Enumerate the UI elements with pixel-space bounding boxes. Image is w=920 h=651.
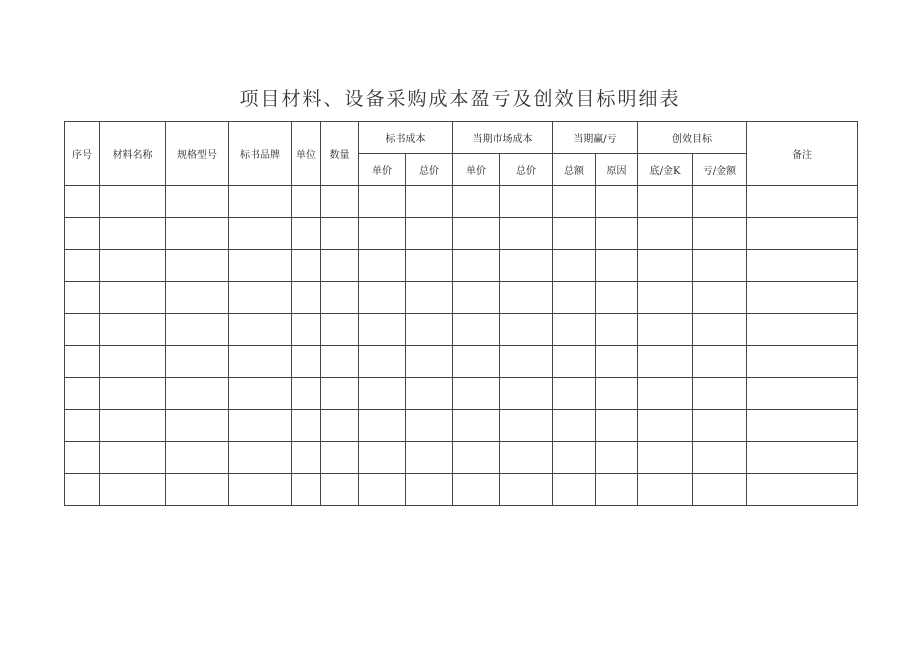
table-cell	[321, 474, 359, 506]
table-row	[65, 314, 858, 346]
header-material-name: 材料名称	[100, 122, 166, 186]
table-row	[65, 442, 858, 474]
table-cell	[596, 442, 638, 474]
table-cell	[500, 186, 553, 218]
cost-detail-table	[64, 121, 858, 506]
table-cell	[166, 378, 229, 410]
table-cell	[292, 186, 321, 218]
table-cell	[229, 346, 292, 378]
table-cell	[166, 474, 229, 506]
table-cell	[453, 474, 500, 506]
table-cell	[500, 442, 553, 474]
table-cell	[292, 282, 321, 314]
table-cell	[292, 442, 321, 474]
table-cell	[553, 218, 596, 250]
table-cell	[100, 250, 166, 282]
table-cell	[500, 346, 553, 378]
header-bid-cost: 标书成本	[359, 122, 453, 154]
table-cell	[65, 218, 100, 250]
table-cell	[596, 474, 638, 506]
table-cell	[638, 474, 693, 506]
table-cell	[65, 378, 100, 410]
table-cell	[321, 314, 359, 346]
table-cell	[359, 250, 406, 282]
table-cell	[166, 346, 229, 378]
table-cell	[500, 314, 553, 346]
table-cell	[693, 346, 747, 378]
table-cell	[406, 218, 453, 250]
table-cell	[553, 250, 596, 282]
table-cell	[292, 474, 321, 506]
table-cell	[100, 314, 166, 346]
table-cell	[453, 218, 500, 250]
table-cell	[406, 250, 453, 282]
table-row	[65, 218, 858, 250]
table-row	[65, 410, 858, 442]
table-cell	[747, 314, 858, 346]
table-cell	[359, 442, 406, 474]
table-cell	[100, 186, 166, 218]
header-spec-model: 规格型号	[166, 122, 229, 186]
subheader-bid-total-price: 总价	[406, 154, 453, 186]
table-cell	[693, 314, 747, 346]
table-cell	[359, 346, 406, 378]
table-cell	[638, 186, 693, 218]
table-cell	[321, 410, 359, 442]
table-cell	[321, 218, 359, 250]
header-quantity: 数量	[321, 122, 359, 186]
table-cell	[747, 474, 858, 506]
table-cell	[453, 346, 500, 378]
table-cell	[321, 346, 359, 378]
table-cell	[638, 346, 693, 378]
table-cell	[453, 186, 500, 218]
table-cell	[747, 346, 858, 378]
table-row	[65, 186, 858, 218]
header-value-target: 创效目标	[638, 122, 747, 154]
table-cell	[453, 250, 500, 282]
header-bid-brand: 标书品牌	[229, 122, 292, 186]
table-cell	[453, 314, 500, 346]
table-cell	[693, 410, 747, 442]
table-cell	[65, 474, 100, 506]
table-cell	[406, 314, 453, 346]
table-cell	[500, 410, 553, 442]
table-cell	[229, 314, 292, 346]
table-cell	[693, 282, 747, 314]
table-cell	[500, 282, 553, 314]
table-cell	[553, 346, 596, 378]
table-cell	[638, 314, 693, 346]
table-cell	[500, 218, 553, 250]
table-cell	[453, 282, 500, 314]
table-cell	[100, 410, 166, 442]
table-cell	[453, 442, 500, 474]
table-cell	[65, 442, 100, 474]
header-unit: 单位	[292, 122, 321, 186]
table-cell	[747, 186, 858, 218]
table-row	[65, 282, 858, 314]
table-cell	[292, 346, 321, 378]
table-cell	[321, 250, 359, 282]
table-cell	[553, 378, 596, 410]
table-cell	[100, 474, 166, 506]
table-cell	[359, 314, 406, 346]
table-cell	[292, 218, 321, 250]
table-cell	[747, 442, 858, 474]
subheader-market-total-price: 总价	[500, 154, 553, 186]
table-row	[65, 474, 858, 506]
table-cell	[553, 442, 596, 474]
table-cell	[229, 442, 292, 474]
table-cell	[292, 314, 321, 346]
table-cell	[596, 346, 638, 378]
table-cell	[229, 250, 292, 282]
table-cell	[453, 378, 500, 410]
header-seq: 序号	[65, 122, 100, 186]
table-cell	[747, 250, 858, 282]
table-cell	[321, 378, 359, 410]
table-cell	[359, 218, 406, 250]
table-cell	[100, 282, 166, 314]
table-cell	[638, 218, 693, 250]
table-cell	[229, 378, 292, 410]
table-cell	[321, 186, 359, 218]
subheader-bid-unit-price: 单价	[359, 154, 406, 186]
table-cell	[500, 378, 553, 410]
table-cell	[553, 410, 596, 442]
table-cell	[747, 282, 858, 314]
table-cell	[292, 250, 321, 282]
table-cell	[596, 282, 638, 314]
table-row	[65, 378, 858, 410]
table-cell	[693, 442, 747, 474]
table-cell	[747, 378, 858, 410]
table-cell	[406, 186, 453, 218]
table-cell	[596, 378, 638, 410]
table-cell	[500, 474, 553, 506]
table-cell	[166, 442, 229, 474]
table-cell	[321, 282, 359, 314]
table-cell	[65, 186, 100, 218]
table-cell	[553, 314, 596, 346]
subheader-market-unit-price: 单价	[453, 154, 500, 186]
table-cell	[65, 410, 100, 442]
table-cell	[747, 218, 858, 250]
table-cell	[638, 410, 693, 442]
table-cell	[638, 378, 693, 410]
table-cell	[638, 442, 693, 474]
table-cell	[292, 410, 321, 442]
table-cell	[406, 474, 453, 506]
table-cell	[321, 442, 359, 474]
table-cell	[693, 378, 747, 410]
table-cell	[359, 410, 406, 442]
table-cell	[229, 410, 292, 442]
table-cell	[406, 282, 453, 314]
header-row-top	[65, 122, 858, 154]
header-market-cost: 当期市场成本	[453, 122, 553, 154]
header-current-pl: 当期赢/亏	[553, 122, 638, 154]
table-cell	[359, 186, 406, 218]
subheader-target-loss-amount: 亏/金额	[693, 154, 747, 186]
table-cell	[166, 410, 229, 442]
table-cell	[65, 314, 100, 346]
table-cell	[229, 218, 292, 250]
table-cell	[638, 282, 693, 314]
table-cell	[166, 218, 229, 250]
table-cell	[100, 378, 166, 410]
table-cell	[693, 474, 747, 506]
table-cell	[229, 186, 292, 218]
header-remarks: 备注	[747, 122, 858, 186]
table-cell	[553, 282, 596, 314]
document-title: 项目材料、设备采购成本盈亏及创效目标明细表	[239, 88, 681, 110]
table-cell	[166, 186, 229, 218]
table-cell	[406, 410, 453, 442]
table-cell	[596, 314, 638, 346]
table-cell	[453, 410, 500, 442]
table-cell	[229, 474, 292, 506]
table-cell	[596, 250, 638, 282]
subheader-target-base-amount: 底/金K	[638, 154, 693, 186]
table-cell	[65, 282, 100, 314]
table-cell	[65, 346, 100, 378]
subheader-pl-reason: 原因	[596, 154, 638, 186]
table-cell	[596, 410, 638, 442]
table-cell	[406, 442, 453, 474]
table-cell	[166, 250, 229, 282]
table-row	[65, 346, 858, 378]
subheader-pl-total-amount: 总额	[553, 154, 596, 186]
table-cell	[406, 346, 453, 378]
table-cell	[65, 250, 100, 282]
table-cell	[747, 410, 858, 442]
table-cell	[596, 186, 638, 218]
table-cell	[693, 250, 747, 282]
table-cell	[359, 474, 406, 506]
table-cell	[166, 314, 229, 346]
table-cell	[553, 474, 596, 506]
table-row	[65, 250, 858, 282]
table-cell	[100, 218, 166, 250]
table-cell	[292, 378, 321, 410]
table-body	[65, 186, 858, 506]
table-cell	[693, 186, 747, 218]
table-cell	[229, 282, 292, 314]
table-cell	[693, 218, 747, 250]
table-cell	[166, 282, 229, 314]
table-cell	[500, 250, 553, 282]
table-cell	[359, 282, 406, 314]
table-cell	[638, 250, 693, 282]
table-cell	[553, 186, 596, 218]
table-cell	[359, 378, 406, 410]
table-cell	[100, 346, 166, 378]
table-cell	[406, 378, 453, 410]
table-cell	[100, 442, 166, 474]
table-cell	[596, 218, 638, 250]
